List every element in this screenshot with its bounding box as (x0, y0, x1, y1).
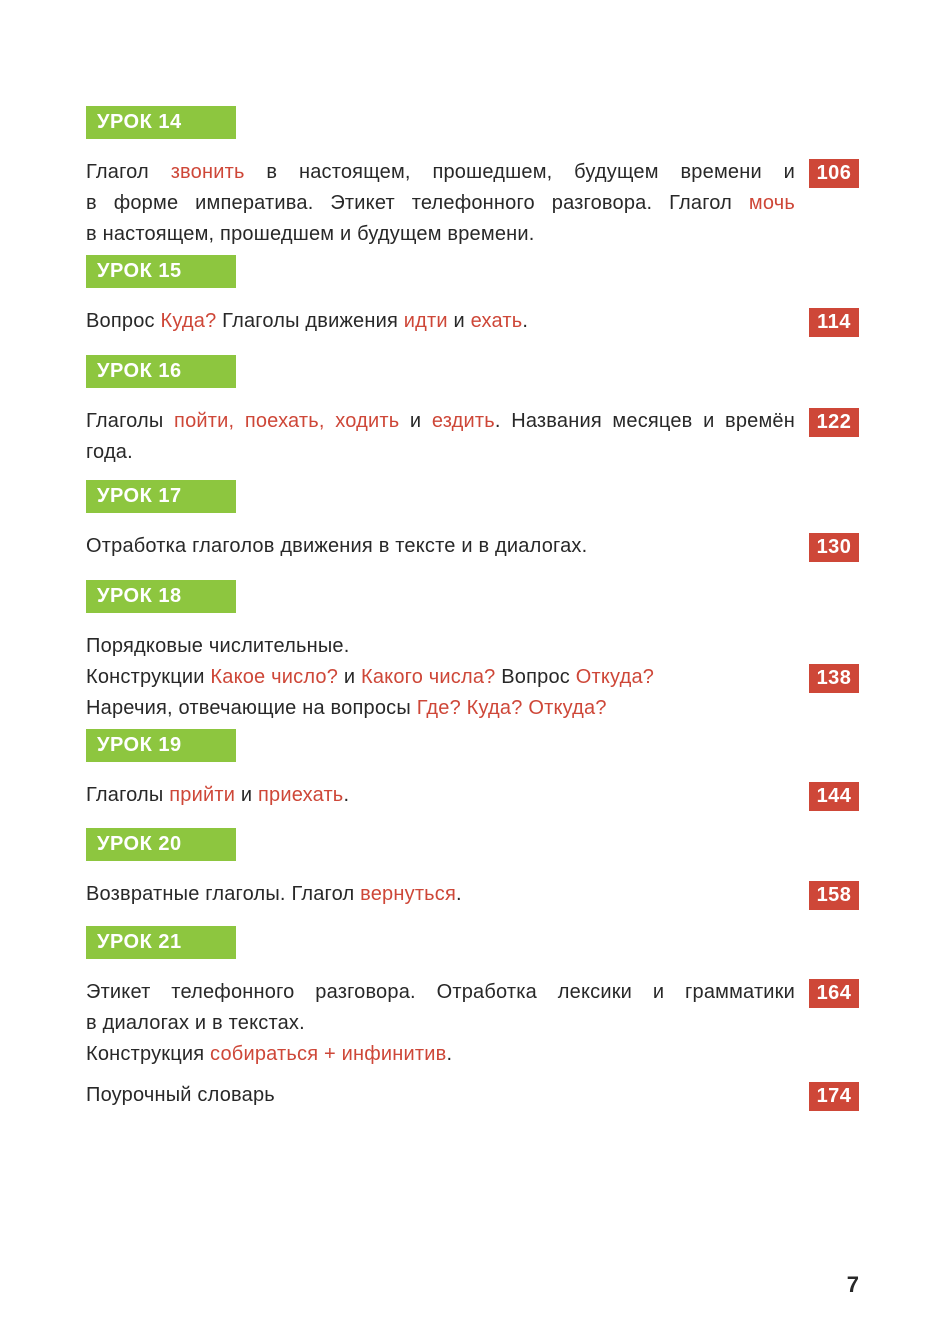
page-badge-column (809, 780, 859, 811)
lesson-header (86, 926, 236, 959)
entry-text-segment: в настоящем, прошедшем и будущем времени. (86, 223, 535, 245)
page-badge-column (809, 157, 859, 188)
entry-text-segment: в настоящем, прошедшем, будущем времени и (244, 161, 795, 183)
entry-line (86, 1008, 795, 1039)
entry-line (86, 1080, 795, 1111)
toc-entry (86, 977, 859, 1070)
entry-text (86, 631, 795, 724)
highlighted-term: ехать (470, 310, 523, 332)
entry-text (86, 157, 795, 250)
lesson-header (86, 255, 236, 288)
page-number-badge: 114 (809, 308, 859, 337)
toc-entry (86, 531, 859, 562)
highlighted-term: прийти (169, 784, 236, 806)
entry-line (86, 662, 795, 693)
lesson-header (86, 106, 236, 139)
page-number-badge: 106 (809, 159, 859, 188)
entry-line (86, 306, 795, 337)
entry-line (86, 188, 795, 219)
entry-text-segment: Глаголы (86, 410, 175, 432)
entry-text-segment: Этикет телефонного разговора. Отработка лексики и грамматики (86, 981, 795, 1003)
highlighted-term: Откуда? (575, 666, 655, 688)
toc-sections (86, 106, 859, 1111)
toc-section (86, 355, 859, 468)
page-number-badge: 130 (809, 533, 859, 562)
highlighted-term: звонить (170, 161, 245, 183)
entry-text-segment: Вопрос (495, 666, 576, 688)
page-badge-column (809, 977, 859, 1008)
toc-section (86, 106, 859, 250)
entry-text (86, 879, 795, 910)
entry-text-segment: и (447, 310, 471, 332)
entry-text-segment: и (235, 784, 258, 806)
lesson-header-label: УРОК 21 (97, 931, 182, 953)
lesson-header-label: УРОК 17 (97, 485, 182, 507)
toc-section (86, 1080, 859, 1111)
toc-entry (86, 879, 859, 910)
entry-text-segment: . Названия месяцев и времён (494, 410, 795, 432)
entry-line (86, 406, 795, 437)
entry-line (86, 780, 795, 811)
lesson-header-label: УРОК 14 (97, 111, 182, 133)
toc-section (86, 729, 859, 811)
toc-section (86, 926, 859, 1070)
highlighted-term: Куда? (160, 310, 217, 332)
entry-text-segment: . (456, 883, 462, 905)
entry-text-segment: . (343, 784, 350, 806)
entry-line (86, 1039, 795, 1070)
entry-text-segment: в форме императива. Этикет телефонного разговора. Глагол (86, 192, 749, 214)
entry-text-segment: . (522, 310, 529, 332)
entry-text-segment: . (446, 1043, 453, 1065)
page-number-badge: 164 (809, 979, 859, 1008)
lesson-header (86, 480, 236, 513)
entry-line (86, 437, 795, 468)
lesson-header-label: УРОК 19 (97, 734, 182, 756)
entry-text (86, 977, 795, 1070)
page-badge-column (809, 406, 859, 437)
entry-text-segment: Вопрос (86, 310, 161, 332)
highlighted-term: ходить (335, 410, 400, 432)
entry-text (86, 531, 795, 562)
page-badge-column (809, 306, 859, 337)
lesson-header-label: УРОК 18 (97, 585, 182, 607)
entry-text-segment: Конструкция (86, 1043, 211, 1065)
entry-line (86, 631, 795, 662)
highlighted-term: Какое число? (210, 666, 339, 688)
page-badge-column (809, 631, 859, 693)
entry-line (86, 879, 795, 910)
entry-text-segment: Отработка глаголов движения в тексте и в диалогах. (86, 535, 588, 557)
entry-text (86, 306, 795, 337)
lesson-header-label: УРОК 20 (97, 833, 182, 855)
entry-line (86, 157, 795, 188)
highlighted-term: пойти, (174, 410, 235, 432)
highlighted-term: Какого числа? (360, 666, 496, 688)
toc-entry (86, 306, 859, 337)
entry-text-segment (325, 410, 336, 432)
lesson-header (86, 580, 236, 613)
toc-entry (86, 631, 859, 724)
toc-entry (86, 1080, 859, 1111)
entry-line (86, 531, 795, 562)
entry-text-segment: и (399, 410, 432, 432)
page-number: 7 (846, 1272, 859, 1297)
toc-entry (86, 406, 859, 468)
page-badge-column (809, 531, 859, 562)
page-number-badge: 122 (809, 408, 859, 437)
page-number-badge: 174 (809, 1082, 859, 1111)
entry-text-segment: Глаголы движения (216, 310, 404, 332)
lesson-header (86, 355, 236, 388)
entry-line (86, 693, 795, 724)
toc-entry (86, 780, 859, 811)
entry-text-segment: Порядковые числительные. (86, 635, 350, 657)
toc-entry (86, 157, 859, 250)
toc-section (86, 255, 859, 337)
lesson-header (86, 729, 236, 762)
highlighted-term: собираться + инфинитив (210, 1043, 447, 1065)
entry-text-segment: и (338, 666, 361, 688)
page-badge-column (809, 1080, 859, 1111)
highlighted-term: вернуться (360, 883, 457, 905)
toc-section (86, 580, 859, 724)
toc-section (86, 480, 859, 562)
highlighted-term: приехать (257, 784, 344, 806)
entry-text-segment: Конструкции (86, 666, 211, 688)
highlighted-term: мочь (748, 192, 795, 214)
entry-text-segment: в диалогах и в текстах. (86, 1012, 305, 1034)
entry-text-segment: Глагол (86, 161, 171, 183)
entry-text-segment: Поурочный словарь (86, 1084, 275, 1106)
highlighted-term: ездить (431, 410, 495, 432)
highlighted-term: поехать, (244, 410, 325, 432)
entry-text (86, 1080, 795, 1111)
lesson-header-label: УРОК 16 (97, 360, 182, 382)
toc-section (86, 828, 859, 910)
page-number-badge: 138 (809, 664, 859, 693)
highlighted-term: Где? Куда? Откуда? (416, 697, 607, 719)
page-number-badge: 144 (809, 782, 859, 811)
entry-text-segment: Глаголы (86, 784, 170, 806)
highlighted-term: идти (403, 310, 448, 332)
lesson-header (86, 828, 236, 861)
entry-text-segment: Наречия, отвечающие на вопросы (86, 697, 417, 719)
page-number-badge: 158 (809, 881, 859, 910)
entry-text (86, 780, 795, 811)
entry-text (86, 406, 795, 468)
entry-line (86, 219, 795, 250)
entry-line (86, 977, 795, 1008)
lesson-header-label: УРОК 15 (97, 260, 182, 282)
entry-text-segment: Возвратные глаголы. Глагол (86, 883, 361, 905)
entry-text-segment (234, 410, 245, 432)
page-badge-column (809, 879, 859, 910)
entry-text-segment: года. (86, 441, 133, 463)
